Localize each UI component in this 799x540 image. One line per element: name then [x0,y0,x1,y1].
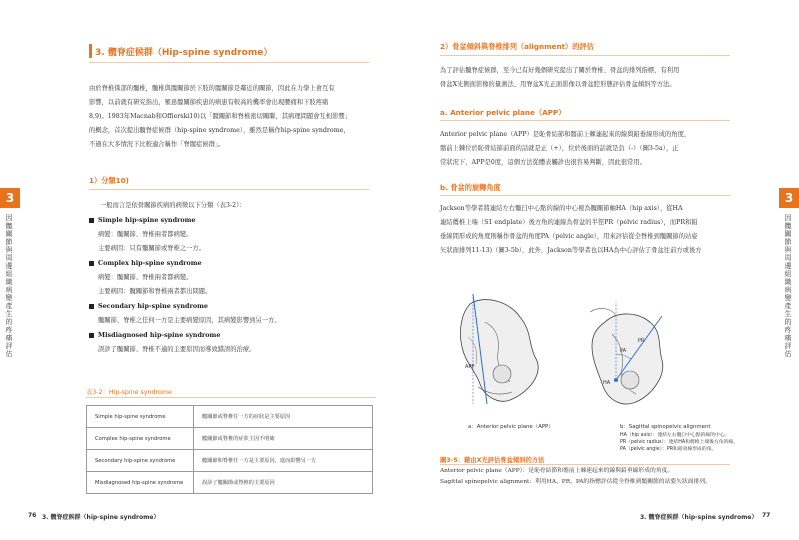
pa-label: PA [620,348,627,354]
figure-caption-rule [440,464,730,465]
pelvis-illustration-a [460,300,538,402]
table-cell: 髖關節和脊椎任一方是主要原因，進而影響另一方 [194,450,373,472]
section-rule [89,62,369,63]
subsection-title: 1）分類10) [89,176,129,185]
section-title-bar [89,44,92,58]
category-label: Misdiagnosed hip-spine syndrome [89,328,371,343]
pr-label: PR [638,338,645,344]
para-line: 垂線間形成的角度則稱作骨盆的角度PA（pelvic angle），用來評估從全脊椎到髖關節的站姿 [440,233,698,240]
legend-line: HA（hip axis）：連結左右髖臼中心點的線的中心。 [620,433,730,438]
section-title: 3. 髖脊症候群（Hip-spine syndrome） [95,48,273,58]
table-cell: 髖關節或脊椎任一方的症狀是主要原因 [194,406,373,428]
para-line: Anterior pelvic plane（APP）是恥骨結節和髂前上棘連起來的線與鉛垂線形成的角度， [440,131,691,138]
para-line: 常狀況下，APP是0度，這個方法從體表觸診也很容易判斷，因此很常用。 [440,159,646,166]
syndrome-table [86,405,373,494]
right-intro [440,64,740,92]
right-section-rule [440,55,730,56]
right-section-title: 2）骨盆傾斜與脊椎排列（alignment）的評估 [440,42,594,51]
bullet-square-icon [89,261,94,266]
category-line: 主要病因：只有髖關節或脊椎之一方。 [98,245,206,252]
category-label: Complex hip-spine syndrome [89,256,371,271]
figure-caption: 圖3-5：藉由X光評估骨盆傾斜的方法 [440,457,545,464]
paragraph-a [440,128,740,170]
footer-title: 3. 髖脊症候群（hip-spine syndrome） [42,514,160,521]
table-row [87,450,373,472]
intro-line: 8,9)。1983年Macnab和Offierski10)以「髋關節和脊椎密切關聯，其病理問題會互相影響」 [89,113,351,120]
para-line: Jackson等學者將連結左右髖臼中心點的線的中心視為髖關節軸HA（hip axis），從HA [440,205,683,212]
chapter-side-title-right: 因髖關節與周邊組織病變產生的疼痛評估 [784,214,792,358]
category-line: 主要病因：髖關節和脊椎兩者都出問題。 [98,288,212,295]
category-line: 病變：髖關節、脊椎兩者都病變。 [98,274,193,281]
subsection-b-rule [440,195,730,196]
intro-line: 的概念，首次提出髖脊症候群（hip-spine syndrome），雖然是稱作hip-spine syndrome， [89,127,350,134]
subsection-a-rule [440,120,730,121]
legend-line: PA（pelvic angle）：PR和鉛垂線形成的角。 [620,447,717,452]
category-label: Secondary hip-spine syndrome [89,299,371,314]
intro-line: 影響，以前就有研究指出，罹患髋關節疾患的病患有較高的機率會出現腰痛和下肢疼痛 [89,99,329,106]
ha-label: HA [603,380,611,386]
table-cell: Simple hip-spine syndrome [87,406,194,428]
intro-paragraph [89,82,371,152]
page-number: 76 [28,512,37,519]
intro-line: 由於脊椎係部的髖椎，髖椎與髋關節於下肢的髋關節是鄰近的關節，因此在力學上會互有 [89,85,335,92]
bullet-square-icon [89,218,94,223]
hip-axis-point [614,378,618,382]
chapter-tab: 3 [0,188,20,208]
table-row [87,472,373,494]
figure-subcaption-b: b：Sagittal spinopelvic alignment [620,424,711,430]
classification-intro: 一般而言是依骨關節疾病的病徵以下分類（表3-2）： [100,202,246,209]
category-line: 髖關節、脊椎之任何一方是主要病變原因，其病變影響到另一方。 [98,317,281,324]
bullet-square-icon [89,333,94,338]
figure-legend [620,432,738,453]
subsection-a-title: a. Anterior pelvic plane（APP） [440,108,566,117]
table-cell: Secondary hip-spine syndrome [87,450,194,472]
table-cell: Misdiagnosed hip-spine syndrome [87,472,194,494]
figure-notes [440,466,740,488]
intro-line: 不過在大多情況下比較適合稱作「脊髋症候群」。 [89,141,225,148]
table-row [87,428,373,450]
chapter-tab-right: 3 [779,188,799,208]
category-line: 病變：髖關節、脊椎兩者都病變。 [98,231,193,238]
page-number-right: 77 [762,512,771,519]
table-caption: 表3-2：Hip-spine syndrome [86,389,172,396]
para-line: 髂前上棘位於恥骨結節前面的話就是正（+），位於後面的話就是負（-）（圖3-5a），正 [440,145,679,152]
footer-title-right: 3. 髖脊症候群（hip-spine syndrome） [640,514,758,521]
paragraph-b [440,202,740,258]
figure-subcaption-a: a：Anterior pelvic plane（APP） [468,424,554,430]
table-row [87,406,373,428]
app-label: APP [465,364,475,370]
table-caption-rule [86,397,376,398]
category-label: Simple hip-spine syndrome [89,213,371,228]
para-line: 連結薦椎上端（S1 endplate）後方角的連線為骨盆的半徑PR（pelvic radius），而PR和鉛 [440,219,698,226]
legend-line: PR（pelvic radius）：連結HA和薦椎上端後方角的線。 [620,440,738,445]
table-cell: 髖關節或脊椎的症狀主因不明確 [194,428,373,450]
table-cell: Complex hip-spine syndrome [87,428,194,450]
para-line: 矢狀面排列11-13)（圖3-5b），此外，Jackson等學者也以HA為中心評估了骨盆往前方或後方 [440,247,702,254]
chapter-side-title: 因髖關節與周邊組織病變產生的疼痛評估 [5,214,13,358]
subsection-rule [89,189,369,190]
classification-list [89,213,371,357]
table-cell: 誤診了髖關節或脊椎的主要原因 [194,472,373,494]
intro-line: 為了評估髖脊症候群，至今已有好幾個研究提出了關於脊椎、骨盆的排列指標，有利用 [440,67,680,74]
category-line: 誤診了髖關節、脊椎不適的主要原因而導致錯誤的治療。 [98,346,256,353]
note-line: Anterior pelvic plane（APP）：是恥骨結節和髂前上棘連起來的線與鉛垂線形成的角度。 [440,468,674,474]
pelvis-figure [440,282,740,432]
intro-line: 骨盆X光側面影像的量測法、用脊盆X光正面影像以骨盆腔形態評估骨盆傾斜等方法。 [440,81,676,88]
note-line: Sagittal spinopelvic alignment：利用HA、PR、PA的指標評估從全脊椎到髖關節的站姿矢狀面排列。 [440,479,711,485]
bullet-square-icon [89,304,94,309]
subsection-b-title: b. 骨盆的旋轉角度 [440,183,501,192]
